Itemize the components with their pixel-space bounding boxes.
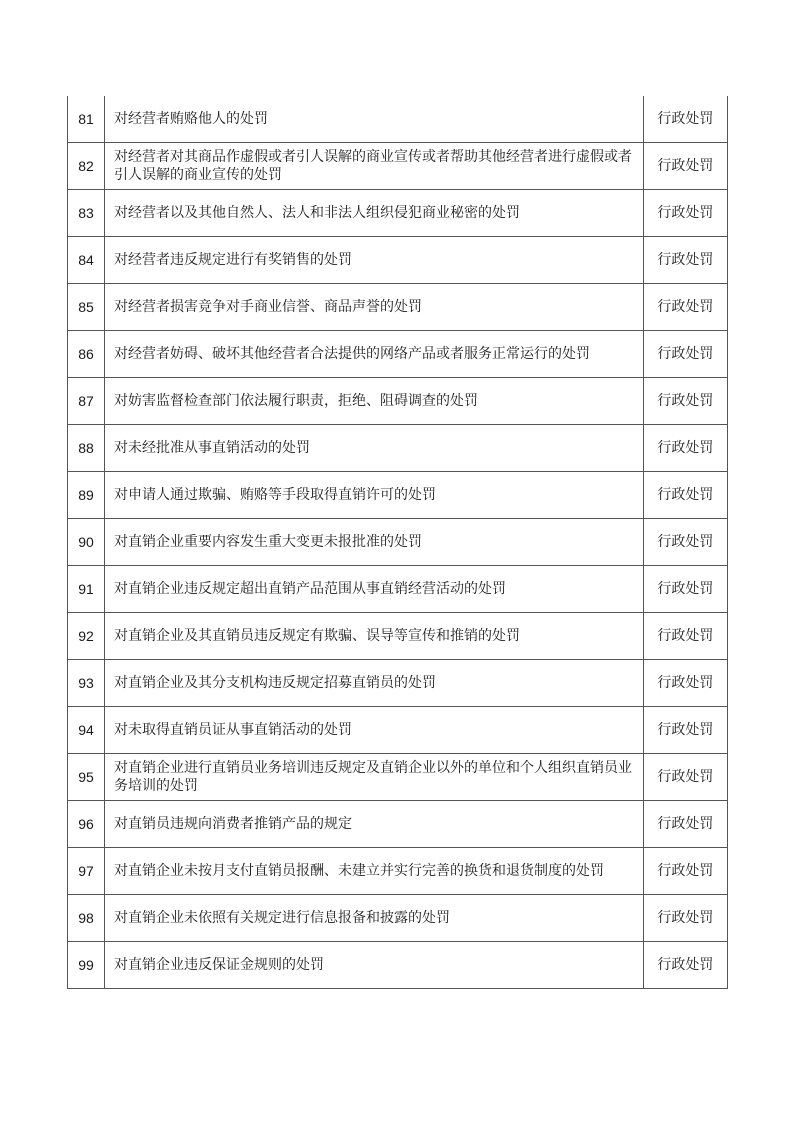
- table-row: [68, 848, 728, 895]
- item-type: 行政处罚: [643, 237, 727, 284]
- table-row: [68, 331, 728, 378]
- table-row: [68, 613, 728, 660]
- item-name: 对经营者对其商品作虚假或者引人误解的商业宣传或者帮助其他经营者进行虚假或者引人误解的商业宣传的处罚: [105, 143, 644, 190]
- row-number: 88: [68, 425, 105, 472]
- row-number: 95: [68, 754, 105, 801]
- item-type: 行政处罚: [643, 613, 727, 660]
- table-row: [68, 143, 728, 190]
- table-row: [68, 660, 728, 707]
- item-type: 行政处罚: [643, 425, 727, 472]
- row-number: 91: [68, 566, 105, 613]
- item-type: 行政处罚: [643, 378, 727, 425]
- row-number: 85: [68, 284, 105, 331]
- table-row: [68, 190, 728, 237]
- penalty-items-table: [67, 96, 728, 989]
- item-type: 行政处罚: [643, 472, 727, 519]
- item-type: 行政处罚: [643, 707, 727, 754]
- item-type: 行政处罚: [643, 566, 727, 613]
- item-name: 对直销企业未依照有关规定进行信息报备和披露的处罚: [105, 895, 644, 942]
- row-number: 97: [68, 848, 105, 895]
- item-name: 对直销企业违反规定超出直销产品范围从事直销经营活动的处罚: [105, 566, 644, 613]
- row-number: 89: [68, 472, 105, 519]
- row-number: 87: [68, 378, 105, 425]
- item-type: 行政处罚: [643, 754, 727, 801]
- table-body: [68, 96, 728, 989]
- table-row: [68, 284, 728, 331]
- row-number: 98: [68, 895, 105, 942]
- item-type: 行政处罚: [643, 284, 727, 331]
- table-row: [68, 96, 728, 143]
- row-number: 81: [68, 96, 105, 143]
- row-number: 86: [68, 331, 105, 378]
- item-name: 对直销企业及其分支机构违反规定招募直销员的处罚: [105, 660, 644, 707]
- item-name: 对经营者贿赂他人的处罚: [105, 96, 644, 143]
- item-name: 对直销员违规向消费者推销产品的规定: [105, 801, 644, 848]
- table-row: [68, 378, 728, 425]
- item-name: 对申请人通过欺骗、贿赂等手段取得直销许可的处罚: [105, 472, 644, 519]
- item-name: 对经营者以及其他自然人、法人和非法人组织侵犯商业秘密的处罚: [105, 190, 644, 237]
- item-name: 对直销企业未按月支付直销员报酬、未建立并实行完善的换货和退货制度的处罚: [105, 848, 644, 895]
- item-name: 对经营者违反规定进行有奖销售的处罚: [105, 237, 644, 284]
- item-type: 行政处罚: [643, 96, 727, 143]
- row-number: 83: [68, 190, 105, 237]
- row-number: 99: [68, 942, 105, 989]
- table-row: [68, 895, 728, 942]
- table-row: [68, 801, 728, 848]
- row-number: 92: [68, 613, 105, 660]
- item-name: 对未经批准从事直销活动的处罚: [105, 425, 644, 472]
- table-row: [68, 472, 728, 519]
- item-type: 行政处罚: [643, 848, 727, 895]
- table-row: [68, 425, 728, 472]
- item-type: 行政处罚: [643, 143, 727, 190]
- item-name: 对妨害监督检查部门依法履行职责，拒绝、阻碍调查的处罚: [105, 378, 644, 425]
- row-number: 94: [68, 707, 105, 754]
- row-number: 93: [68, 660, 105, 707]
- item-name: 对未取得直销员证从事直销活动的处罚: [105, 707, 644, 754]
- table-row: [68, 754, 728, 801]
- item-type: 行政处罚: [643, 895, 727, 942]
- row-number: 82: [68, 143, 105, 190]
- row-number: 90: [68, 519, 105, 566]
- table-row: [68, 566, 728, 613]
- item-type: 行政处罚: [643, 801, 727, 848]
- table-row: [68, 707, 728, 754]
- item-type: 行政处罚: [643, 660, 727, 707]
- row-number: 84: [68, 237, 105, 284]
- item-type: 行政处罚: [643, 190, 727, 237]
- row-number: 96: [68, 801, 105, 848]
- item-name: 对直销企业重要内容发生重大变更未报批准的处罚: [105, 519, 644, 566]
- item-name: 对经营者妨碍、破坏其他经营者合法提供的网络产品或者服务正常运行的处罚: [105, 331, 644, 378]
- item-name: 对直销企业违反保证金规则的处罚: [105, 942, 644, 989]
- item-type: 行政处罚: [643, 519, 727, 566]
- item-type: 行政处罚: [643, 942, 727, 989]
- item-name: 对直销企业及其直销员违反规定有欺骗、误导等宣传和推销的处罚: [105, 613, 644, 660]
- item-type: 行政处罚: [643, 331, 727, 378]
- item-name: 对经营者损害竞争对手商业信誉、商品声誉的处罚: [105, 284, 644, 331]
- item-name: 对直销企业进行直销员业务培训违反规定及直销企业以外的单位和个人组织直销员业务培训的处罚: [105, 754, 644, 801]
- table-row: [68, 942, 728, 989]
- table-row: [68, 237, 728, 284]
- table-row: [68, 519, 728, 566]
